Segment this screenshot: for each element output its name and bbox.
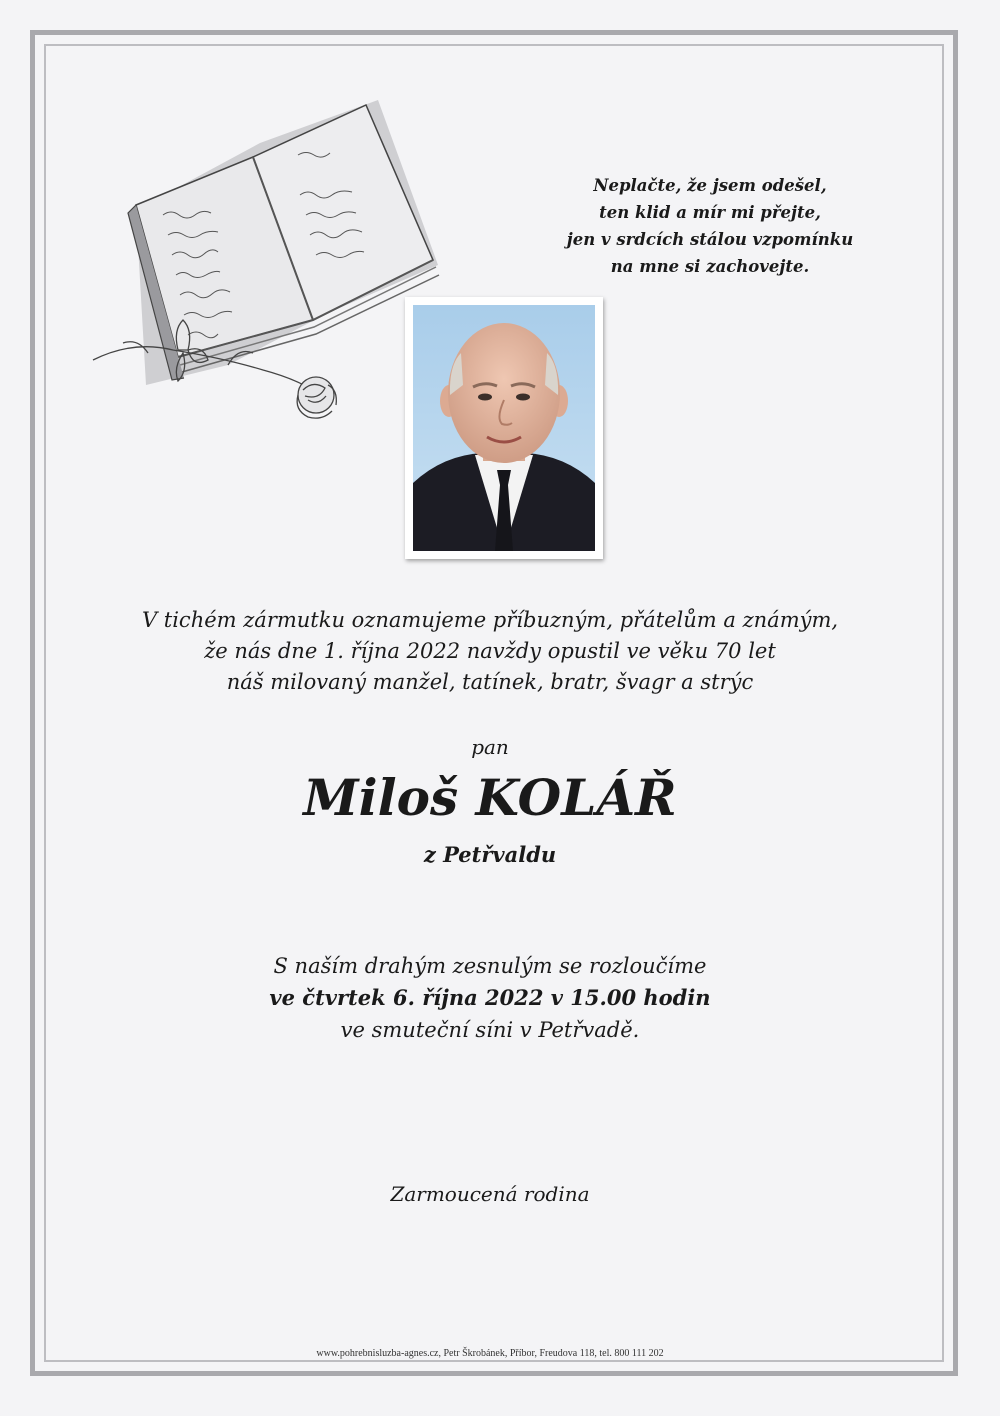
announcement-line: náš milovaný manžel, tatínek, bratr, švagr a strýc xyxy=(226,670,754,694)
portrait-frame xyxy=(405,297,603,559)
funeral-intro: S naším drahým zesnulým se rozloučíme xyxy=(273,954,707,978)
family-signature: Zarmoucená rodina xyxy=(390,1182,590,1206)
announcement-line: že nás dne 1. října 2022 navždy opustil ve věku 70 let xyxy=(204,639,776,663)
death-announcement xyxy=(120,605,860,698)
deceased-origin: z Petřvaldu xyxy=(423,842,557,867)
book-and-rose-illustration xyxy=(88,95,458,430)
open-book-icon xyxy=(128,100,439,385)
funeral-location: ve smuteční síni v Petřvadě. xyxy=(340,1018,640,1042)
honorific: pan xyxy=(471,735,509,759)
poem-line: Neplačte, že jsem odešel, xyxy=(593,176,827,195)
portrait-photo xyxy=(413,305,595,551)
announcement-line: V tichém zármutku oznamujeme příbuzným, přátelům a známým, xyxy=(141,608,839,632)
poem-line: ten klid a mír mi přejte, xyxy=(599,203,821,222)
deceased-name: Miloš KOLÁŘ xyxy=(303,768,677,827)
poem xyxy=(560,172,860,280)
poem-line: jen v srdcích stálou vzpomínku xyxy=(566,230,854,249)
funeral-service-footer: www.pohrebnisluzba-agnes.cz, Petr Škrobánek, Příbor, Freudova 118, tel. 800 111 202 xyxy=(316,1348,664,1359)
funeral-datetime: ve čtvrtek 6. října 2022 v 15.00 hodin xyxy=(269,985,711,1010)
funeral-details xyxy=(180,950,800,1046)
poem-line: na mne si zachovejte. xyxy=(610,257,810,276)
portrait-illustration xyxy=(413,305,595,551)
